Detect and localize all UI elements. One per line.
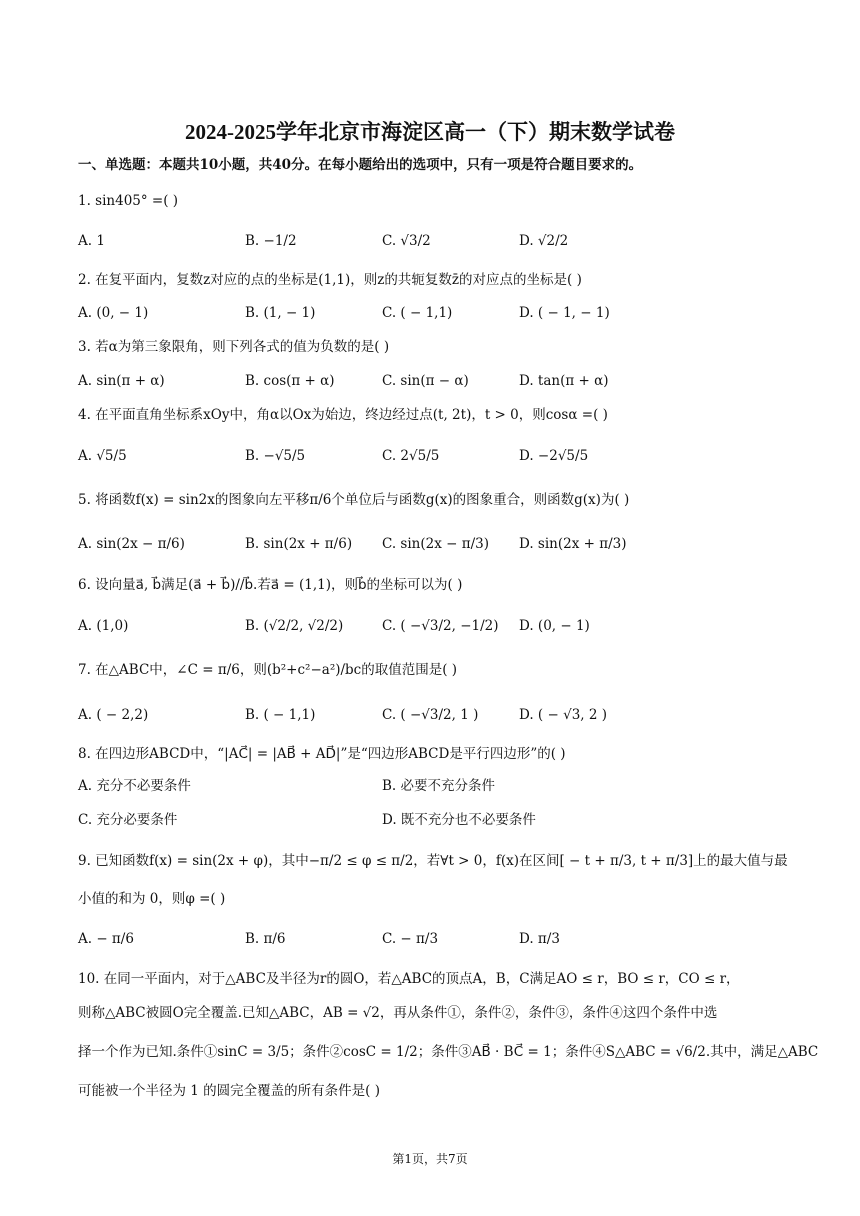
q9-option-d: D. π/3	[519, 931, 560, 947]
question-10-stem-line-3: 择一个作为已知.条件①sinC = 3/5；条件②cosC = 1/2；条件③AB⃗ · BC⃗ = 1；条件④S△ABC = √6/2.其中，满足△ABC	[78, 1044, 819, 1060]
q5-option-b: B. sin(2x + π/6)	[245, 536, 353, 552]
question-10-stem-line-2: 则称△ABC被圆O完全覆盖.已知△ABC，AB = √2，再从条件①，条件②，条件③，条件④这四个条件中选	[78, 1005, 718, 1021]
q7-option-b: B. ( − 1,1)	[245, 707, 316, 723]
question-4-stem: 4. 在平面直角坐标系xOy中，角α以Ox为始边，终边经过点(t, 2t)，t > 0，则cosα =( )	[78, 407, 608, 423]
question-10-stem-line-4: 可能被一个半径为 1 的圆完全覆盖的所有条件是( )	[78, 1083, 380, 1099]
q4-option-a: A. √5/5	[78, 448, 127, 464]
question-9-stem-line-1: 9. 已知函数f(x) = sin(2x + φ)，其中−π/2 ≤ φ ≤ π/2，若∀t > 0，f(x)在区间[ − t + π/3, t + π/3]上的最大值与最	[78, 853, 788, 869]
q4-option-b: B. −√5/5	[245, 448, 306, 464]
section-heading: 一、单选题：本题共10小题，共40分。在每小题给出的选项中，只有一项是符合题目要求的。	[78, 157, 643, 173]
q3-option-d: D. tan(π + α)	[519, 373, 609, 389]
q6-option-d: D. (0, − 1)	[519, 618, 590, 634]
question-6-stem: 6. 设向量a⃗, b⃗满足(a⃗ + b⃗)//b⃗.若a⃗ = (1,1)，则b⃗的坐标可以为( )	[78, 577, 463, 593]
page-title: 2024-2025学年北京市海淀区高一（下）期末数学试卷	[185, 120, 675, 144]
q7-option-a: A. ( − 2,2)	[78, 707, 149, 723]
q3-option-c: C. sin(π − α)	[382, 373, 469, 389]
q8-option-b: B. 必要不充分条件	[382, 778, 496, 794]
q8-option-c: C. 充分必要条件	[78, 812, 178, 828]
q9-option-b: B. π/6	[245, 931, 286, 947]
q2-option-b: B. (1, − 1)	[245, 305, 316, 321]
q1-option-a: A. 1	[78, 233, 105, 249]
question-2-stem: 2. 在复平面内，复数z对应的点的坐标是(1,1)，则z的共轭复数z̄的对应点的坐标是( )	[78, 272, 582, 288]
q8-option-a: A. 充分不必要条件	[78, 778, 191, 794]
q6-option-a: A. (1,0)	[78, 618, 129, 634]
q4-option-c: C. 2√5/5	[382, 448, 440, 464]
question-1-stem: 1. sin405° =( )	[78, 193, 179, 209]
q4-option-d: D. −2√5/5	[519, 448, 589, 464]
q9-option-c: C. − π/3	[382, 931, 439, 947]
q5-option-a: A. sin(2x − π/6)	[78, 536, 185, 552]
q1-option-c: C. √3/2	[382, 233, 431, 249]
q8-option-d: D. 既不充分也不必要条件	[382, 812, 536, 828]
question-5-stem: 5. 将函数f(x) = sin2x的图象向左平移π/6个单位后与函数g(x)的图象重合，则函数g(x)为( )	[78, 492, 630, 508]
question-9-stem-line-2: 小值的和为 0，则φ =( )	[78, 891, 226, 907]
q3-option-b: B. cos(π + α)	[245, 373, 335, 389]
q3-option-a: A. sin(π + α)	[78, 373, 165, 389]
q2-option-a: A. (0, − 1)	[78, 305, 149, 321]
q2-option-c: C. ( − 1,1)	[382, 305, 453, 321]
q5-option-d: D. sin(2x + π/3)	[519, 536, 627, 552]
question-3-stem: 3. 若α为第三象限角，则下列各式的值为负数的是( )	[78, 339, 390, 355]
q1-option-d: D. √2/2	[519, 233, 569, 249]
q5-option-c: C. sin(2x − π/3)	[382, 536, 490, 552]
q9-option-a: A. − π/6	[78, 931, 134, 947]
q1-option-b: B. −1/2	[245, 233, 297, 249]
q6-option-b: B. (√2/2, √2/2)	[245, 618, 344, 634]
q7-option-c: C. ( −√3/2, 1 )	[382, 707, 479, 723]
page-footer: 第1页，共7页	[392, 1152, 468, 1166]
q2-option-d: D. ( − 1, − 1)	[519, 305, 610, 321]
q7-option-d: D. ( − √3, 2 )	[519, 707, 608, 723]
question-10-stem-line-1: 10. 在同一平面内，对于△ABC及半径为r的圆O，若△ABC的顶点A，B，C满足AO ≤ r，BO ≤ r，CO ≤ r，	[78, 971, 740, 987]
question-8-stem: 8. 在四边形ABCD中，“|AC⃗| = |AB⃗ + AD⃗|”是“四边形ABCD是平行四边形”的( )	[78, 746, 566, 762]
question-7-stem: 7. 在△ABC中，∠C = π/6，则(b²+c²−a²)/bc的取值范围是( )	[78, 662, 458, 678]
q6-option-c: C. ( −√3/2, −1/2)	[382, 618, 499, 634]
